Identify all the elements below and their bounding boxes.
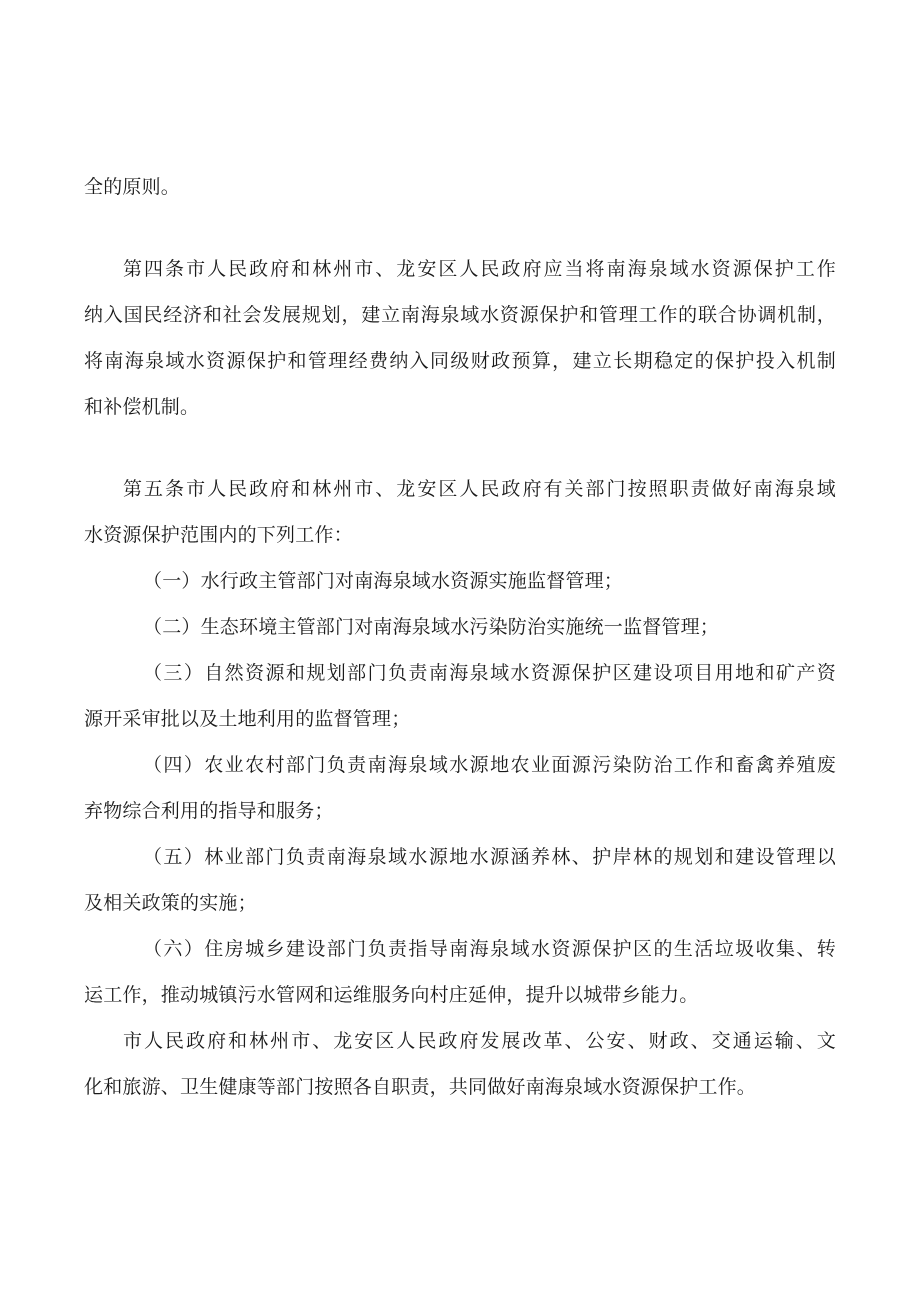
article-4-line-3: 将南海泉域水资源保护和管理经费纳入同级财政预算，建立长期稳定的保护投入机制	[84, 350, 836, 372]
list-item-4-line-2: 弃物综合利用的指导和服务；	[84, 800, 334, 822]
list-item-5-line-1: （五）林业部门负责南海泉域水源地水源涵养林、护岸林的规划和建设管理以	[143, 846, 836, 868]
list-item-6-line-1: （六）住房城乡建设部门负责指导南海泉域水资源保护区的生活垃圾收集、转	[143, 938, 836, 960]
paragraph-continuation: 全的原则。	[84, 176, 181, 198]
article-5-line-1: 第五条市人民政府和林州市、龙安区人民政府有关部门按照职责做好南海泉域	[123, 478, 836, 500]
article-4-line-4: 和补偿机制。	[84, 396, 200, 418]
closing-line-2: 化和旅游、卫生健康等部门按照各自职责，共同做好南海泉域水资源保护工作。	[84, 1076, 757, 1098]
list-item-5-line-2: 及相关政策的实施；	[84, 892, 257, 914]
list-item-2: （二）生态环境主管部门对南海泉域水污染防治实施统一监督管理；	[143, 616, 720, 638]
list-item-3-line-1: （三）自然资源和规划部门负责南海泉域水资源保护区建设项目用地和矿产资	[143, 662, 836, 684]
list-item-4-line-1: （四）农业农村部门负责南海泉域水源地农业面源污染防治工作和畜禽养殖废	[143, 754, 836, 776]
article-5-line-2: 水资源保护范围内的下列工作：	[84, 524, 353, 546]
article-4-line-2: 纳入国民经济和社会发展规划，建立南海泉域水资源保护和管理工作的联合协调机制，	[84, 304, 836, 326]
list-item-1: （一）水行政主管部门对南海泉域水资源实施监督管理；	[143, 570, 624, 592]
article-4-line-1: 第四条市人民政府和林州市、龙安区人民政府应当将南海泉域水资源保护工作	[123, 258, 836, 280]
list-item-6-line-2: 运工作，推动城镇污水管网和运维服务向村庄延伸，提升以城带乡能力。	[84, 984, 699, 1006]
closing-line-1: 市人民政府和林州市、龙安区人民政府发展改革、公安、财政、交通运输、文	[123, 1030, 836, 1052]
list-item-3-line-2: 源开采审批以及土地利用的监督管理；	[84, 708, 411, 730]
